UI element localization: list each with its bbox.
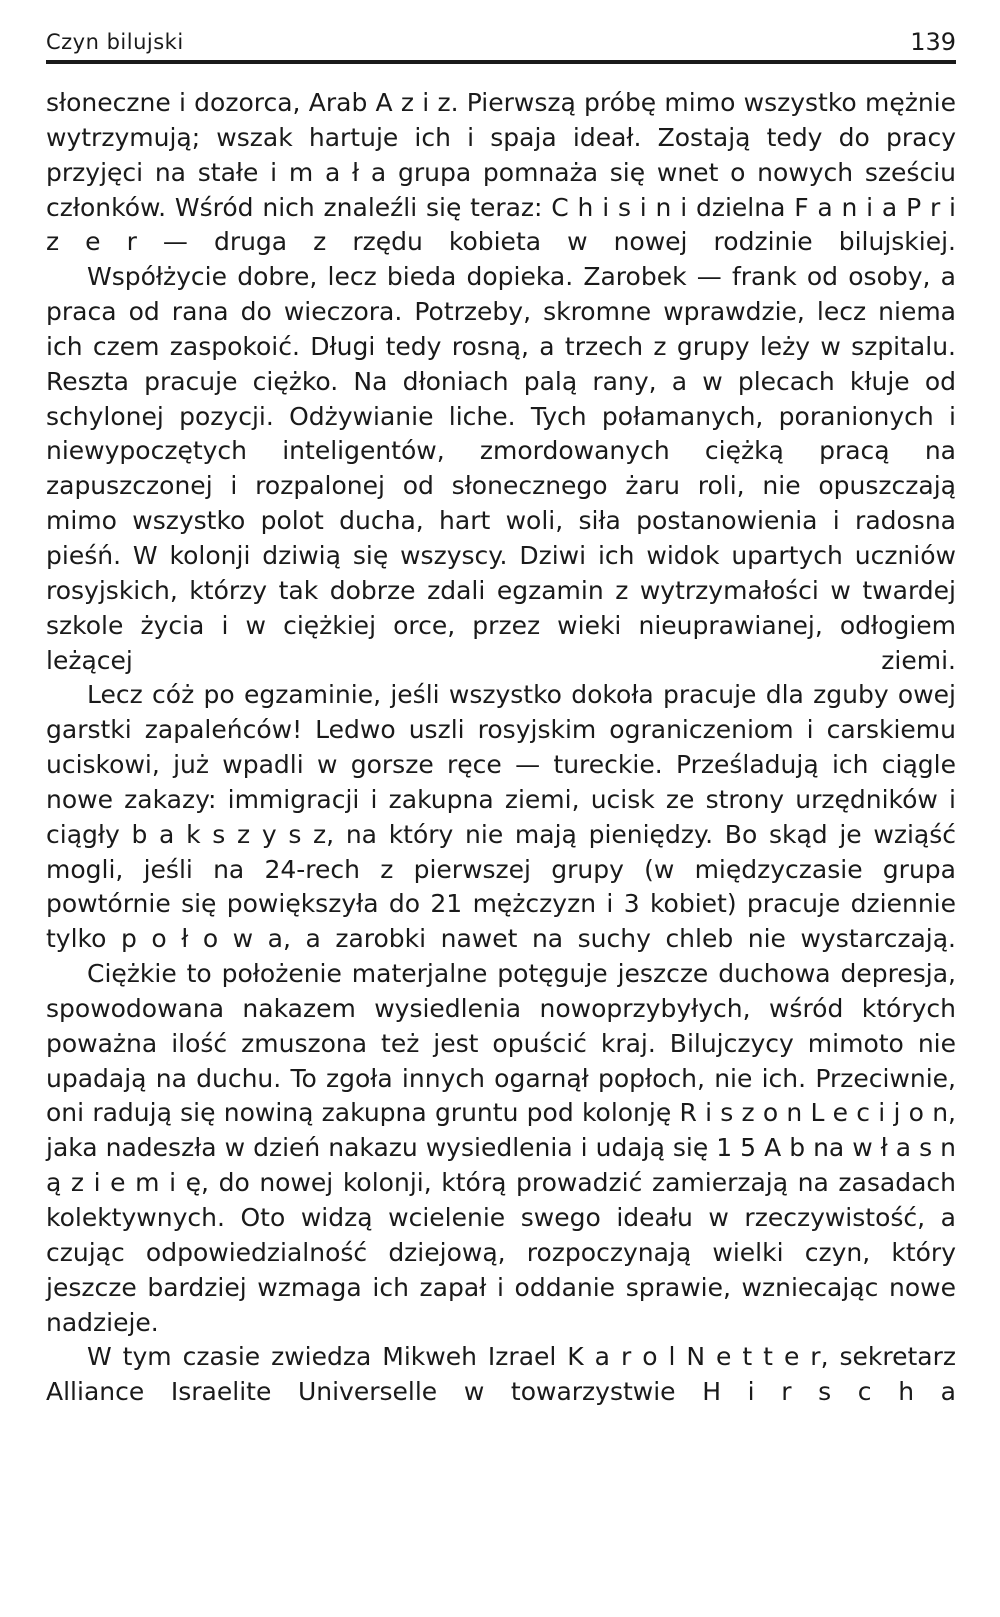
paragraph: Ciężkie to położenie materjalne potęguje jeszcze duchowa depresja, spowodowana nakazem wysiedlenia nowoprzybyłych, wśród których poważna ilość zmuszona też jest opuścić kraj. Bilujczycy mimoto nie upadają na duchu. To zgoła innych ogarnął popłoch, nie ich. Przeciwnie, oni radują się nowiną zakupna gruntu pod kolonję R i s z o n L e c i j o n, jaka nadeszła w dzień nakazu wysiedlenia i udają się 1 5 A b na w ł a s n ą z i e m i ę, do nowej kolonji, którą prowadzić zamierzają na zasadach kolektywnych. Oto widzą wcielenie swego ideału w rzeczywistość, a czując odpowiedzialność dziejową, rozpoczynają wielki czyn, który jeszcze bardziej wzmaga ich zapał i oddanie sprawie, wzniecając nowe nadzieje. <box>46 959 956 1337</box>
paragraph: Współżycie dobre, lecz bieda dopieka. Zarobek — frank od osoby, a praca od rana do wieczora. Potrzeby, skromne wprawdzie, lecz niema ich czem zaspokoić. Długi tedy rosną, a trzech z grupy leży w szpitalu. Reszta pracuje ciężko. Na dłoniach palą rany, a w plecach kłuje od schylonej pozycji. Odżywianie liche. Tych połamanych, poranionych i niewypoczętych inteligentów, zmordowanych ciężką pracą na zapuszczonej i rozpalonej od słonecznego żaru roli, nie opuszczają mimo wszystko polot ducha, hart woli, siła postanowienia i radosna pieśń. W kolonji dziwią się wszyscy. Dziwi ich widok upartych uczniów rosyjskich, którzy tak dobrze zdali egzamin z wytrzymałości w twardej szkole życia i w ciężkiej orce, przez wieki nieuprawianej, odłogiem leżącej ziemi. <box>46 262 956 675</box>
body-text <box>46 86 956 1410</box>
paragraph: słoneczne i dozorca, Arab A z i z. Pierwszą próbę mimo wszystko mężnie wytrzymują; wszak hartuje ich i spaja ideał. Zostają tedy do pracy przyjęci na stałe i m a ł a grupa pomnaża się wnet o nowych sześciu członków. Wśród nich znaleźli się teraz: C h i s i n i dzielna F a n i a P r i z e r — druga z rzędu kobieta w nowej rodzinie bilujskiej. <box>46 88 956 257</box>
paragraph: W tym czasie zwiedza Mikweh Izrael K a r o l N e t t e r, sekretarz Alliance Israelite Universelle w towarzystwie H i r s c h a <box>46 1342 956 1407</box>
header-rule <box>46 60 956 64</box>
running-head: Czyn bilujski <box>46 30 184 54</box>
paragraph: Lecz cóż po egzaminie, jeśli wszystko dokoła pracuje dla zguby owej garstki zapaleńców! Ledwo uszli rosyjskim ograniczeniom i carskiemu uciskowi, już wpadli w gorsze ręce — tureckie. Prześladują ich ciągle nowe zakazy: immigracji i zakupna ziemi, ucisk ze strony urzędników i ciągły b a k s z y s z, na który nie mają pieniędzy. Bo skąd je wziąść mogli, jeśli na 24-rech z pierwszej grupy (w międzyczasie grupa powtórnie się powiększyła do 21 mężczyzn i 3 kobiet) pracuje dziennie tylko p o ł o w a, a zarobki nawet na suchy chleb nie wystarczają. <box>46 680 956 954</box>
page-header <box>46 24 956 60</box>
page-number: 139 <box>910 28 956 56</box>
